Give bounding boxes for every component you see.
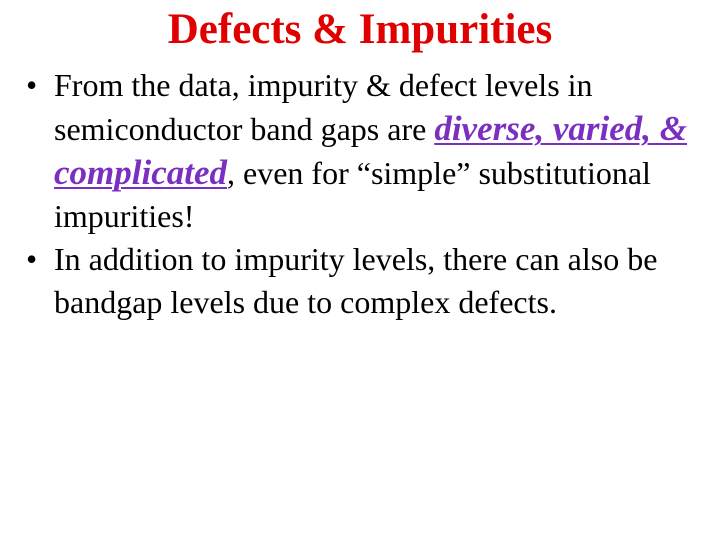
bullet-text: In addition to impurity levels, there can also be bandgap levels due to complex defects.	[54, 241, 658, 320]
emphasized-text: diverse, varied, & complicated	[54, 109, 688, 192]
slide-title: Defects & Impurities	[167, 6, 553, 53]
bullet-text: From the data, impurity & defect levels in semiconductor band gaps are	[54, 67, 593, 147]
bullet-item	[0, 238, 720, 324]
bullet-text-continued: , even for “simple” substitutional impurities!	[54, 155, 651, 234]
bullet-icon: •	[26, 67, 38, 103]
bullet-icon: •	[26, 241, 38, 277]
bullet-item	[0, 64, 720, 238]
bullet-list	[0, 64, 720, 324]
